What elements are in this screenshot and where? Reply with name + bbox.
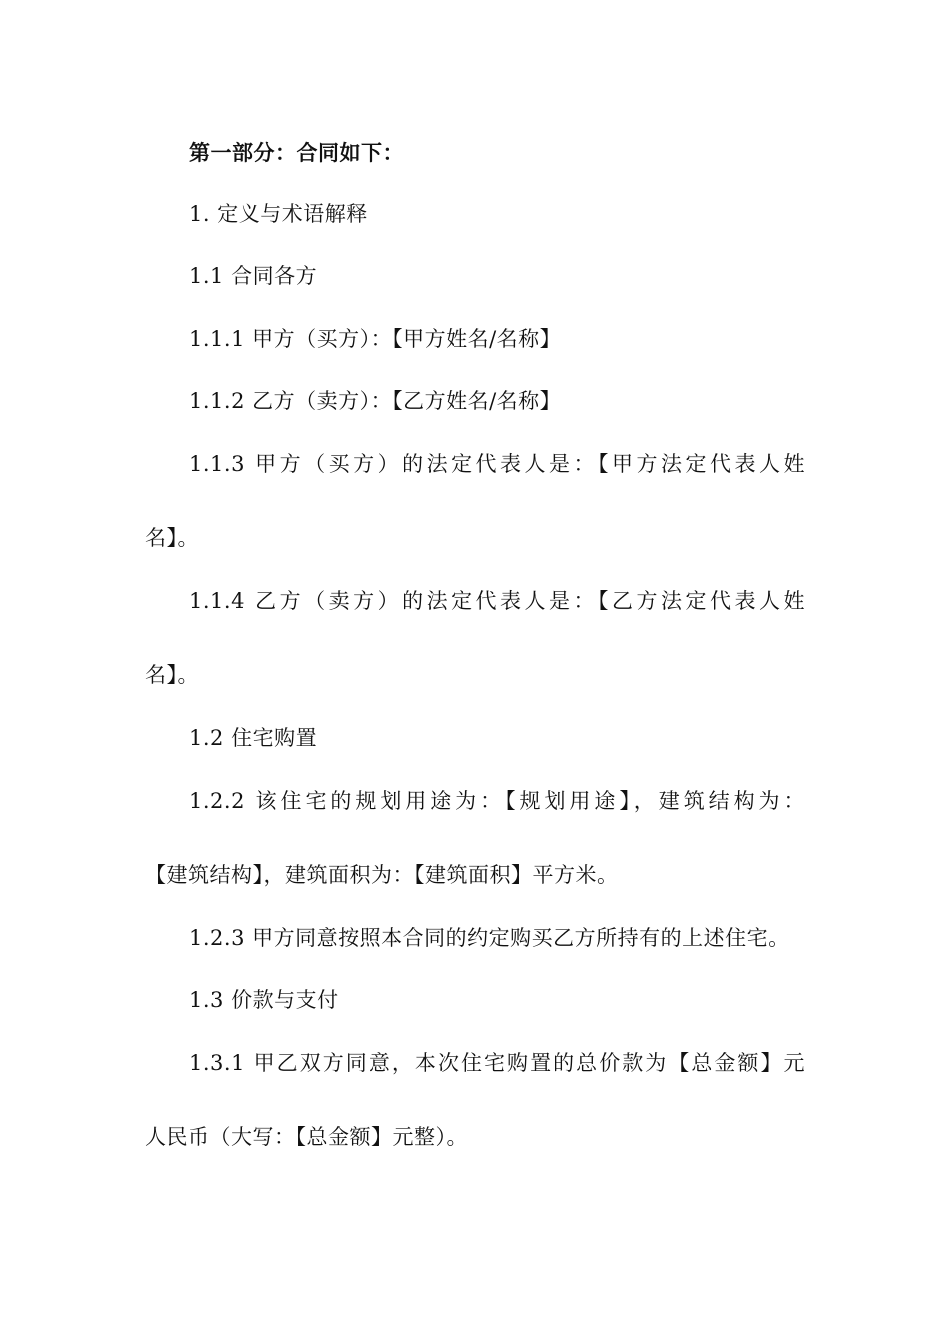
section-1-2-text: 1.2 住宅购置 [189,726,318,750]
item-1-1-1 [0,326,950,352]
section-1-title [0,201,950,227]
item-1-2-3-text: 1.2.3 甲方同意按照本合同的约定购买乙方所持有的上述住宅。 [189,926,790,950]
item-1-1-4-line-2 [0,662,950,688]
item-1-2-2-text-1: 1.2.2 该住宅的规划用途为：【规划用途】，建筑结构为： [189,789,805,813]
document-heading [0,140,950,166]
section-1-3-text: 1.3 价款与支付 [189,988,339,1012]
item-1-1-2 [0,388,950,414]
section-1-1-text: 1.1 合同各方 [189,264,318,288]
section-1-2-title [0,725,950,751]
item-1-3-1-line-1 [0,1050,950,1076]
section-1-text: 1. 定义与术语解释 [189,202,368,226]
section-1-3-title [0,987,950,1013]
heading-text: 第一部分：合同如下： [189,140,404,165]
item-1-1-3-line-1 [0,451,950,477]
item-1-1-3-text-2: 名】。 [145,526,199,550]
item-1-1-2-text: 1.1.2 乙方（卖方）：【乙方姓名/名称】 [189,389,562,413]
item-1-1-3-line-2 [0,525,950,551]
item-1-3-1-text-2: 人民币（大写：【总金额】元整）。 [145,1125,468,1149]
item-1-1-3-text-1: 1.1.3 甲方（买方）的法定代表人是：【甲方法定代表人姓 [189,452,805,476]
item-1-1-4-line-1 [0,588,950,614]
section-1-1-title [0,263,950,289]
item-1-1-4-text-2: 名】。 [145,663,199,687]
item-1-2-2-line-2 [0,862,950,888]
item-1-1-4-text-1: 1.1.4 乙方（卖方）的法定代表人是：【乙方法定代表人姓 [189,589,805,613]
item-1-2-3 [0,925,950,951]
item-1-2-2-text-2: 【建筑结构】，建筑面积为：【建筑面积】平方米。 [145,863,619,887]
item-1-1-1-text: 1.1.1 甲方（买方）：【甲方姓名/名称】 [189,327,562,351]
item-1-2-2-line-1 [0,788,950,814]
item-1-3-1-text-1: 1.3.1 甲乙双方同意，本次住宅购置的总价款为【总金额】元 [189,1051,805,1075]
item-1-3-1-line-2 [0,1124,950,1150]
